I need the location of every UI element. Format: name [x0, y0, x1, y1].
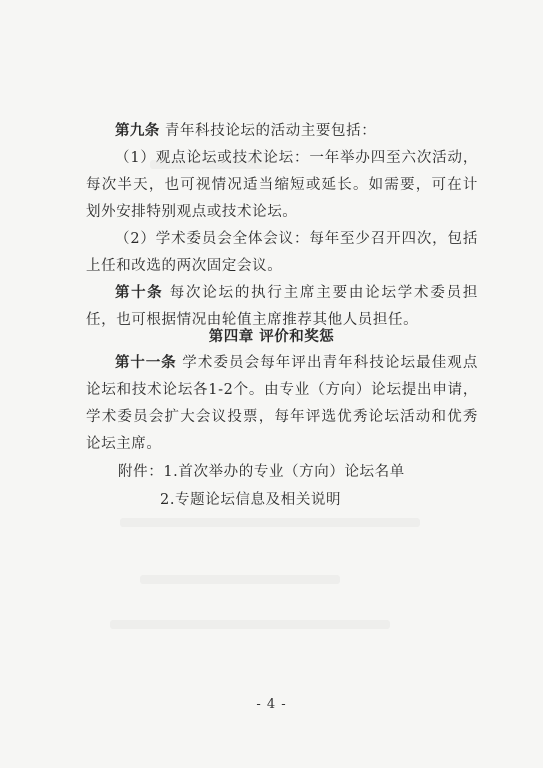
attachment-item-1: 1.首次举办的专业（方向）论坛名单	[163, 464, 405, 480]
chapter-4-heading: 第四章 评价和奖惩	[208, 329, 335, 345]
article-9-lead: 第九条	[115, 123, 160, 139]
article-11	[86, 350, 478, 458]
article-9-item-2: （2）学术委员会全体会议：每年至少召开四次，包括上任和改选的两次固定会议。	[86, 231, 478, 274]
article-10-lead: 第十条	[115, 285, 164, 301]
attachment-item-2: 2.专题论坛信息及相关说明	[160, 492, 342, 508]
attachments-label: 附件：	[118, 464, 164, 480]
show-through-mark	[140, 575, 340, 584]
article-9-text: 青年科技论坛的活动主要包括：	[164, 123, 377, 139]
attachments-first-line	[118, 460, 405, 481]
article-9-item-1: （1）观点论坛或技术论坛：一年举办四至六次活动，每次半天，也可视情况适当缩短或延长。如需要，可在计划外安排特别观点或技术论坛。	[86, 150, 478, 220]
page-number: - 4 -	[256, 697, 287, 712]
show-through-mark	[120, 518, 420, 527]
article-11-text: 学术委员会每年评出青年科技论坛最佳观点论坛和技术论坛各1-2个。由专业（方向）论坛提出申请，学术委员会扩大会议投票，每年评选优秀论坛活动和优秀论坛主席。	[86, 355, 478, 452]
show-through-mark	[110, 620, 390, 629]
article-11-lead: 第十一条	[115, 355, 177, 371]
article-9-intro	[86, 118, 478, 145]
article-10-text: 每次论坛的执行主席主要由论坛学术委员担任，也可根据情况由轮值主席推荐其他人员担任。	[86, 285, 478, 328]
